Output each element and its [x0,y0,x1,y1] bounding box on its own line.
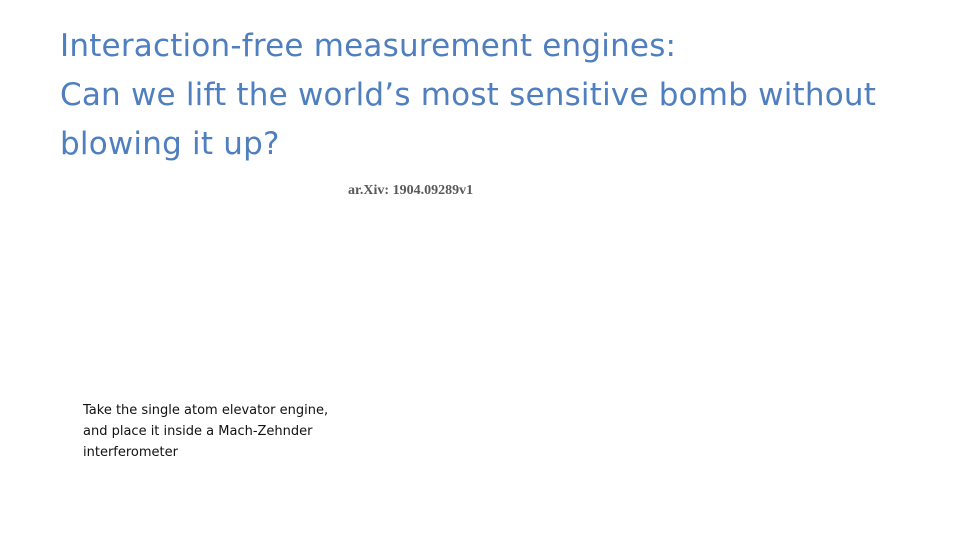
slide-title [60,22,940,169]
title-line: blowing it up? [60,126,280,162]
title-line: Interaction-free measurement engines: [60,28,677,64]
title-line: Can we lift the world’s most sensitive bomb without [60,77,877,113]
caption-line: interferometer [83,445,178,460]
caption-line: and place it inside a Mach-Zehnder [83,424,313,439]
arxiv-citation: ar.Xiv: 1904.09289v1 [348,183,474,198]
caption-line: Take the single atom elevator engine, [83,403,329,418]
caption-text [83,400,383,463]
